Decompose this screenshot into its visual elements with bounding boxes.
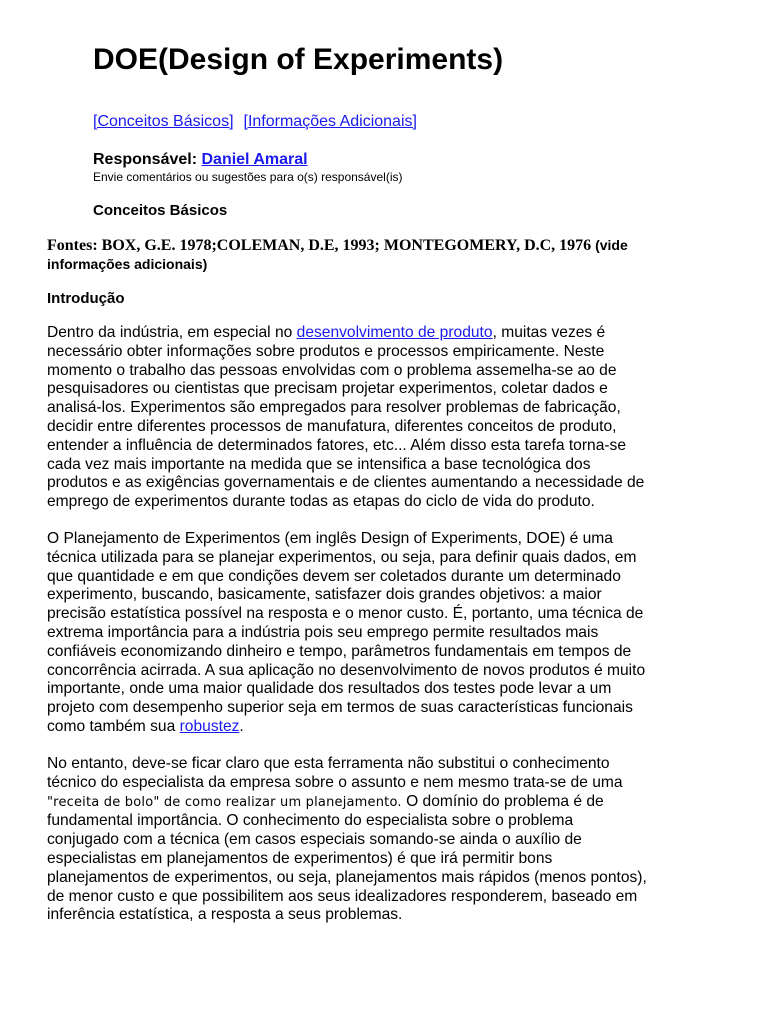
- responsible-line: [93, 150, 308, 170]
- p2-line: extrema importância para a indústria pois seu emprego permite resultados mais: [47, 623, 599, 641]
- p1-line: pesquisadores ou cientistas que precisam projetar experimentos, coletar dados e: [47, 380, 608, 398]
- p2-line: concorrência acirrada. A sua aplicação no desenvolvimento de novos produtos é muito: [47, 661, 646, 679]
- link-robustez[interactable]: robustez: [179, 717, 240, 735]
- page-title: DOE(Design of Experiments): [93, 43, 504, 76]
- intro-heading: Introdução: [47, 290, 125, 307]
- p2-line: experimento, buscando, basicamente, satisfazer dois grandes objetivos: a maior: [47, 586, 602, 604]
- p3-quote: "receita de bolo" de como realizar um planejamento.: [47, 794, 402, 810]
- p2-line: que quantidade e em que condições devem ser coletados durante um determinado: [47, 567, 621, 585]
- p3-line: de menor custo e que possibilitem aos seus idealizadores responderem, baseado em: [47, 887, 638, 905]
- p1-line: analisá-los. Experimentos são empregados para resolver problemas de fabricação,: [47, 399, 621, 417]
- p1-line: Dentro da indústria, em especial no: [47, 324, 297, 341]
- sources-additional: informações adicionais): [47, 256, 208, 272]
- nav-link-conceitos-basicos[interactable]: [Conceitos Básicos]: [93, 113, 234, 130]
- p2-line: O Planejamento de Experimentos (em inglês Design of Experiments, DOE) é uma: [47, 530, 613, 547]
- p1-line: necessário obter informações sobre produtos e processos empiricamente. Neste: [47, 342, 605, 360]
- comments-note: Envie comentários ou sugestões para o(s) responsável(is): [93, 170, 403, 184]
- p3-line: fundamental importância. O conhecimento do especialista sobre o problema: [47, 812, 574, 830]
- p2-line: projeto com desempenho superior seja em termos de suas características funcionais: [47, 699, 633, 717]
- paragraph-3: [47, 755, 647, 925]
- p3-line: inferência estatística, a resposta a seus problemas.: [47, 906, 403, 924]
- p2-line: como também sua: [47, 717, 180, 735]
- sources-line: [47, 236, 727, 274]
- p1-line: produtos e as exigências governamentais e de clientes aumentando a necessidade de: [47, 474, 645, 492]
- nav-link-informacoes-adicionais[interactable]: [Informações Adicionais]: [243, 113, 417, 130]
- sources-text: Fontes: BOX, G.E. 1978;COLEMAN, D.E, 1993; MONTEGOMERY, D.C, 1976: [47, 237, 592, 254]
- p2-line: técnica utilizada para se planejar experimentos, ou seja, para definir quais dados, em: [47, 548, 637, 566]
- p1-line: decidir entre diferentes processos de manufatura, diferentes conceitos de produto,: [47, 417, 617, 435]
- p1-line: cada vez mais importante na medida que se intensifica a base tecnológica dos: [47, 455, 591, 473]
- p2-line: importante, onde uma maior qualidade dos resultados dos testes pode levar a um: [47, 680, 612, 698]
- sources-vide: (vide: [591, 237, 628, 253]
- responsible-name-link[interactable]: Daniel Amaral: [201, 151, 308, 168]
- p2-line: precisão estatística possível na resposta e o menor custo. É, portanto, uma técnica de: [47, 605, 644, 623]
- p3-line: conjugado com a técnica (em casos especiais somando-se ainda o auxílio de: [47, 831, 582, 849]
- p3-line: O domínio do problema é de: [401, 792, 604, 810]
- p2-line: confiáveis economizando dinheiro e tempo, parâmetros fundamentais em tempos de: [47, 642, 632, 660]
- p3-line: técnico do especialista da empresa sobre o assunto e nem mesmo trata-se de uma: [47, 773, 623, 791]
- section-heading-conceitos: Conceitos Básicos: [93, 202, 228, 219]
- link-desenvolvimento-de-produto[interactable]: desenvolvimento de produto: [296, 324, 493, 341]
- responsible-label: Responsável:: [93, 151, 202, 168]
- p1-line: entender a influência de determinados fatores, etc... Além disso esta tarefa torna-se: [47, 436, 627, 454]
- p1-line: momento o trabalho das pessoas envolvidas com o problema assemelha-se ao de: [47, 361, 617, 379]
- p2-line: .: [239, 717, 244, 735]
- section-nav: [93, 112, 417, 132]
- p1-line: emprego de experimentos durante todas as etapas do ciclo de vida do produto.: [47, 493, 595, 511]
- p3-line: No entanto, deve-se ficar claro que esta ferramenta não substitui o conhecimento: [47, 755, 610, 772]
- p1-line: , muitas vezes é: [492, 324, 606, 341]
- p3-line: especialistas em planejamentos de experimentos) é que irá permitir bons: [47, 849, 553, 867]
- p3-line: planejamentos de experimentos, ou seja, planejamentos mais rápidos (menos pontos),: [47, 868, 647, 886]
- paragraph-1: [47, 324, 644, 512]
- paragraph-2: [47, 530, 645, 737]
